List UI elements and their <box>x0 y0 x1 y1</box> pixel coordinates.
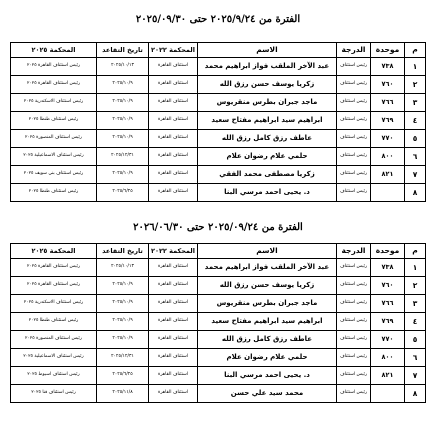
degree-cell: رئيس استئناف <box>337 259 371 277</box>
section1-table <box>10 42 426 202</box>
row-number-cell: ١ <box>405 58 426 76</box>
degree-cell: رئيس استئناف <box>337 58 371 76</box>
court-2025-cell: رئيس استئناف القاهرة ٢٠٢٥ <box>11 277 97 295</box>
row-number-cell: ٨ <box>405 184 426 202</box>
row-number-cell: ٧ <box>405 166 426 184</box>
row-number-cell: ٥ <box>405 130 426 148</box>
header-name: الاسم <box>198 244 337 259</box>
court-2022-cell: استئناف القاهرة <box>149 166 198 184</box>
unified-code-cell: ٧٣٨ <box>371 58 405 76</box>
header-name: الاسم <box>198 43 337 58</box>
header-unified: موحدة <box>371 244 405 259</box>
section2-title: الفترة من ٢٠٢٥/٠٩/٢٤ حتى ٢٠٢٦/٠٦/٣٠ <box>133 222 303 233</box>
section1-title: الفترة من ٢٠٢٥/٩/٢٤ حتى ٢٠٢٥/٠٩/٣٠ <box>135 14 301 25</box>
retirement-date-cell: ٢٠٢٥/٦/٢٥ <box>97 367 149 385</box>
degree-cell: رئيس استئناف <box>337 295 371 313</box>
judge-name-cell: ابراهيم سيد ابراهيم مفتاح سعيد <box>198 112 337 130</box>
court-2022-cell: استئناف القاهرة <box>149 313 198 331</box>
table-row <box>11 184 426 202</box>
header-court-2025: المحكمة ٢٠٢٥ <box>11 43 97 58</box>
section2-table-header <box>11 244 426 259</box>
table-row <box>11 94 426 112</box>
judge-name-cell: د. يحيى احمد مرسي البنا <box>198 184 337 202</box>
retirement-date-cell: ٢٠٢٥/١٠/٩ <box>97 295 149 313</box>
table-row <box>11 277 426 295</box>
judge-name-cell: حلمي علام رضوان علام <box>198 148 337 166</box>
table-row <box>11 130 426 148</box>
court-2022-cell: استئناف القاهرة <box>149 331 198 349</box>
judge-name-cell: عاطف رزق كامل رزق الله <box>198 331 337 349</box>
row-number-cell: ٢ <box>405 277 426 295</box>
retirement-date-cell: ٢٠٢٥/١٠/٩ <box>97 112 149 130</box>
row-number-cell: ١ <box>405 259 426 277</box>
header-unified: موحدة <box>371 43 405 58</box>
retirement-date-cell: ٢٠٢٥/١٠/٩ <box>97 94 149 112</box>
section1-table-header <box>11 43 426 58</box>
row-number-cell: ٤ <box>405 112 426 130</box>
header-retirement-date: تاريخ التقاعد <box>97 244 149 259</box>
court-2022-cell: استئناف القاهرة <box>149 259 198 277</box>
unified-code-cell: ٧٦٦ <box>371 295 405 313</box>
row-number-cell: ٢ <box>405 76 426 94</box>
unified-code-cell: ٧٧٠ <box>371 331 405 349</box>
degree-cell: رئيس استئناف <box>337 277 371 295</box>
section2-table <box>10 243 426 403</box>
retirement-date-cell: ٢٠٢٥/١٢/٣١ <box>97 148 149 166</box>
judge-name-cell: ماجد جبران بطرس منقريوس <box>198 94 337 112</box>
retirement-date-cell: ٢٠٢٥/١٠/١٣ <box>97 58 149 76</box>
judge-name-cell: محمد سيد علي حسن <box>198 385 337 403</box>
court-2022-cell: استئناف القاهرة <box>149 385 198 403</box>
header-court-2022: المحكمة ٢٠٢٢ <box>149 244 198 259</box>
retirement-date-cell: ٢٠٢٥/١٢/٣١ <box>97 349 149 367</box>
unified-code-cell: ٨٠٠ <box>371 349 405 367</box>
court-2025-cell: رئيس استئناف القاهرة ٢٠٢٥ <box>11 58 97 76</box>
table-row <box>11 166 426 184</box>
court-2025-cell: رئيس استئناف الاسكندرية ٢٠٢٥ <box>11 94 97 112</box>
court-2022-cell: استئناف القاهرة <box>149 112 198 130</box>
header-degree: الدرجة <box>337 244 371 259</box>
row-number-cell: ٣ <box>405 295 426 313</box>
degree-cell: رئيس استئناف <box>337 166 371 184</box>
degree-cell: رئيس استئناف <box>337 112 371 130</box>
court-2025-cell: رئيس استئناف المنصورة ٢٠٢٥ <box>11 130 97 148</box>
court-2025-cell: رئيس استئناف طنطا ٢٠٢٥ <box>11 112 97 130</box>
court-2022-cell: استئناف القاهرة <box>149 76 198 94</box>
court-2025-cell: رئيس استئناف بني سويف ٢٠٢٥ <box>11 166 97 184</box>
judge-name-cell: زكريا يوسف حسن رزق الله <box>198 76 337 94</box>
unified-code-cell: ٧٧٠ <box>371 130 405 148</box>
header-court-2022: المحكمة ٢٠٢٢ <box>149 43 198 58</box>
unified-code-cell: ٨٢١ <box>371 166 405 184</box>
court-2022-cell: استئناف القاهرة <box>149 58 198 76</box>
table-row <box>11 58 426 76</box>
header-court-2025: المحكمة ٢٠٢٥ <box>11 244 97 259</box>
court-2025-cell: رئيس استئناف طنطا ٢٠٢٥ <box>11 313 97 331</box>
retirement-date-cell: ٢٠٢٥/١٠/٩ <box>97 331 149 349</box>
court-2022-cell: استئناف القاهرة <box>149 94 198 112</box>
judge-name-cell: ابراهيم سيد ابراهيم مفتاح سعيد <box>198 313 337 331</box>
degree-cell: رئيس استئناف <box>337 76 371 94</box>
court-2025-cell: رئيس استئناف القاهرة ٢٠٢٥ <box>11 76 97 94</box>
unified-code-cell: ٨٠٠ <box>371 148 405 166</box>
degree-cell: رئيس استئناف <box>337 130 371 148</box>
table-row <box>11 313 426 331</box>
table-row <box>11 148 426 166</box>
judge-name-cell: زكريا مصطفى محمد الفقي <box>198 166 337 184</box>
degree-cell: رئيس استئناف <box>337 94 371 112</box>
header-degree: الدرجة <box>337 43 371 58</box>
retirement-date-cell: ٢٠٢٥/١٠/٩ <box>97 130 149 148</box>
header-retirement-date: تاريخ التقاعد <box>97 43 149 58</box>
retirement-date-cell: ٢٠٢٥/١٠/٩ <box>97 277 149 295</box>
court-2025-cell: رئيس استئناف طنطا ٢٠٢٥ <box>11 184 97 202</box>
degree-cell: رئيس استئناف <box>337 148 371 166</box>
judge-name-cell: ماجد جبران بطرس منقريوس <box>198 295 337 313</box>
row-number-cell: ٤ <box>405 313 426 331</box>
court-2025-cell: رئيس استئناف الاسكندرية ٢٠٢٥ <box>11 295 97 313</box>
degree-cell: رئيس استئناف <box>337 313 371 331</box>
retirement-date-cell: ٢٠٢٥/١٠/٩ <box>97 313 149 331</box>
section1-table-body <box>11 58 426 202</box>
unified-code-cell: ٧٦٩ <box>371 313 405 331</box>
degree-cell: رئيس استئناف <box>337 385 371 403</box>
unified-code-cell: ٧٣٨ <box>371 259 405 277</box>
degree-cell: رئيس استئناف <box>337 367 371 385</box>
court-2025-cell: رئيس استئناف الاسماعيلية ٢٠٢٥ <box>11 349 97 367</box>
court-2022-cell: استئناف القاهرة <box>149 184 198 202</box>
retirement-date-cell: ٢٠٢٥/١٠/٩ <box>97 76 149 94</box>
row-number-cell: ٦ <box>405 349 426 367</box>
table-row <box>11 112 426 130</box>
judge-name-cell: عبد الآخر الملقب فواز ابراهيم محمد <box>198 259 337 277</box>
court-2022-cell: استئناف القاهرة <box>149 277 198 295</box>
row-number-cell: ٣ <box>405 94 426 112</box>
court-2025-cell: رئيس استئناف قنا ٢٠٢٥ <box>11 385 97 403</box>
row-number-cell: ٨ <box>405 385 426 403</box>
table-row <box>11 331 426 349</box>
degree-cell: رئيس استئناف <box>337 331 371 349</box>
table-row <box>11 385 426 403</box>
unified-code-cell: ٧٦٩ <box>371 112 405 130</box>
judge-name-cell: عبد الآخر الملقب فواز ابراهيم محمد <box>198 58 337 76</box>
degree-cell: رئيس استئناف <box>337 184 371 202</box>
court-2022-cell: استئناف القاهرة <box>149 148 198 166</box>
court-2022-cell: استئناف القاهرة <box>149 295 198 313</box>
court-2022-cell: استئناف القاهرة <box>149 367 198 385</box>
judge-name-cell: حلمي علام رضوان علام <box>198 349 337 367</box>
judge-name-cell: عاطف رزق كامل رزق الله <box>198 130 337 148</box>
retirement-date-cell: ٢٠٢٥/١٠/١٣ <box>97 259 149 277</box>
judge-name-cell: د. يحيى احمد مرسي البنا <box>198 367 337 385</box>
court-2025-cell: رئيس استئناف المنصورة ٢٠٢٥ <box>11 331 97 349</box>
retirement-date-cell: ٢٠٢٥/١٠/٩ <box>97 166 149 184</box>
unified-code-cell: ٨٢١ <box>371 367 405 385</box>
retirement-date-cell: ٢٠٢٥/١١/٨ <box>97 385 149 403</box>
table-row <box>11 76 426 94</box>
unified-code-cell: ٧٦٠ <box>371 277 405 295</box>
row-number-cell: ٧ <box>405 367 426 385</box>
unified-code-cell <box>371 385 405 403</box>
unified-code-cell: ٧٦٠ <box>371 76 405 94</box>
court-2025-cell: رئيس استئناف اسيوط ٢٠٢٥ <box>11 367 97 385</box>
unified-code-cell <box>371 184 405 202</box>
section2-table-body <box>11 259 426 403</box>
court-2022-cell: استئناف القاهرة <box>149 130 198 148</box>
row-number-cell: ٥ <box>405 331 426 349</box>
table-row <box>11 349 426 367</box>
header-number: م <box>405 244 426 259</box>
table-row <box>11 295 426 313</box>
retirement-date-cell: ٢٠٢٥/٦/٢٥ <box>97 184 149 202</box>
table-row <box>11 367 426 385</box>
table-row <box>11 259 426 277</box>
unified-code-cell: ٧٦٦ <box>371 94 405 112</box>
judge-name-cell: زكريا يوسف حسن رزق الله <box>198 277 337 295</box>
court-2025-cell: رئيس استئناف الاسماعيلية ٢٠٢٥ <box>11 148 97 166</box>
header-number: م <box>405 43 426 58</box>
row-number-cell: ٦ <box>405 148 426 166</box>
degree-cell: رئيس استئناف <box>337 349 371 367</box>
court-2025-cell: رئيس استئناف القاهرة ٢٠٢٥ <box>11 259 97 277</box>
court-2022-cell: استئناف القاهرة <box>149 349 198 367</box>
